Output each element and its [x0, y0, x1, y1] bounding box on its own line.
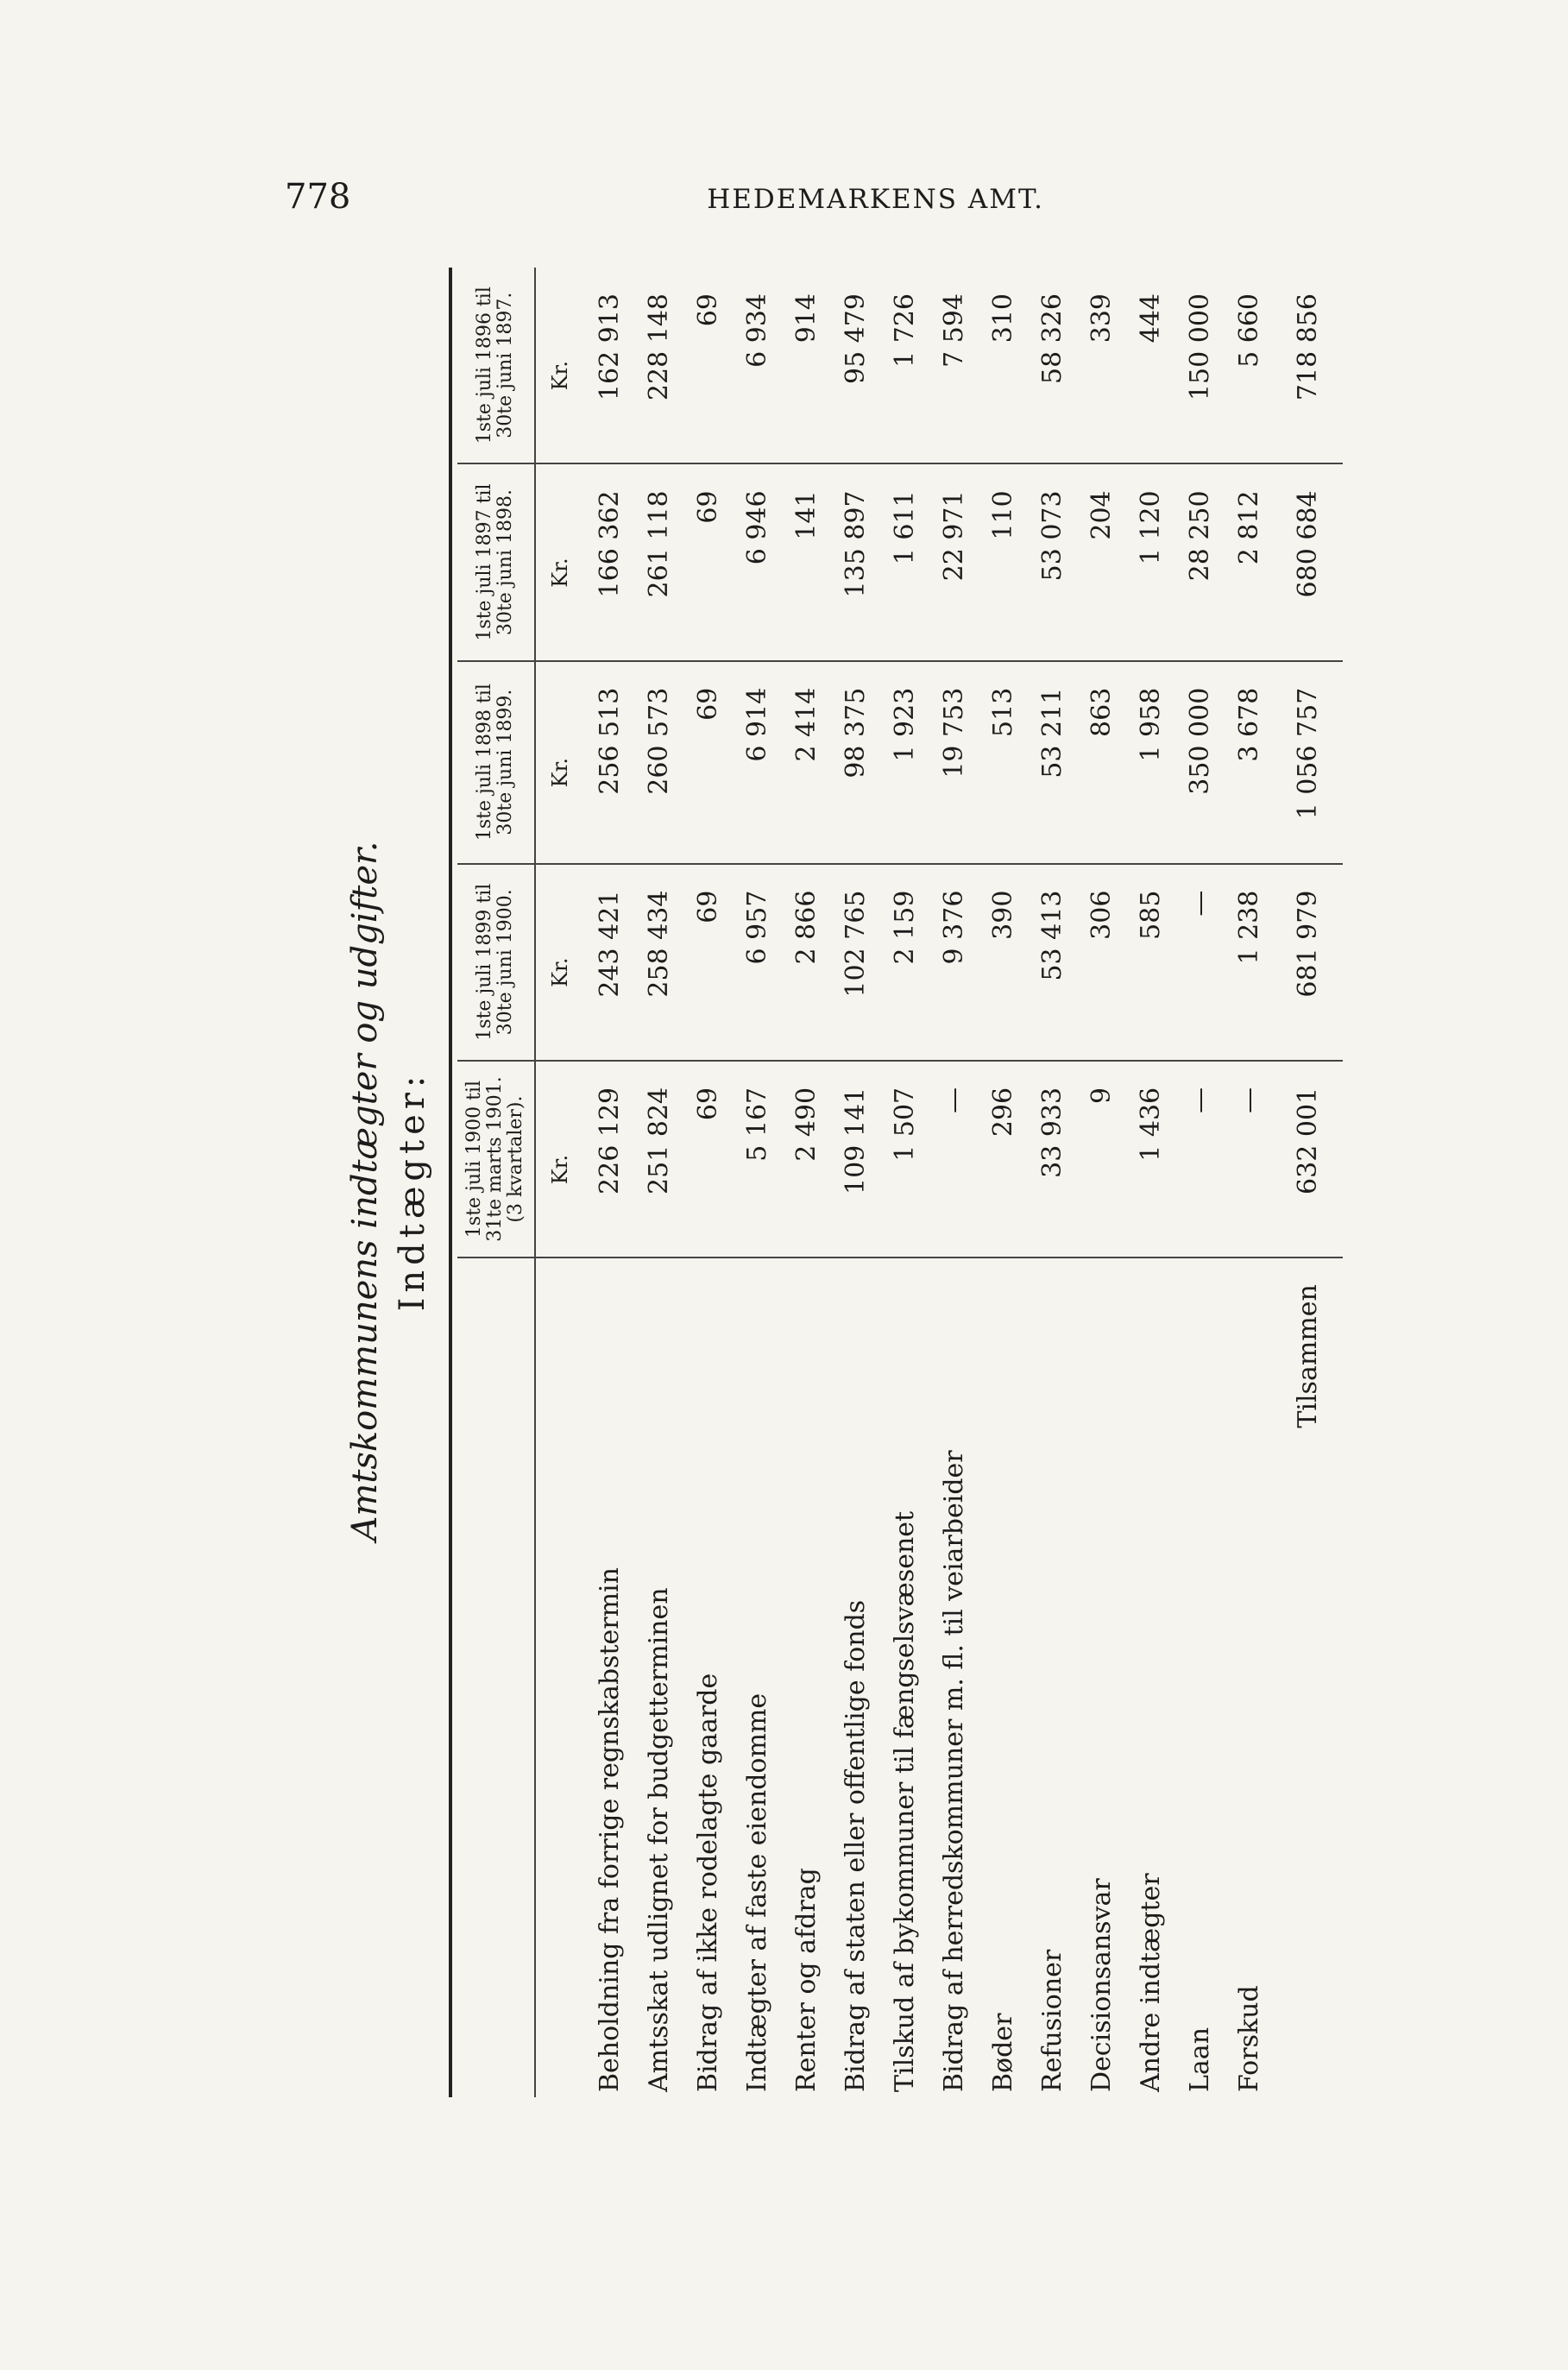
value-cell: 310	[979, 268, 1028, 463]
row-label: Bidrag af ikke rodelagte gaarde	[692, 1673, 723, 2092]
page-header	[285, 177, 1044, 229]
row-label: Decisionsansvar	[1086, 1878, 1117, 2092]
row-label: Tilskud af bykommuner til fængselsvæsenet	[889, 1510, 920, 2092]
value-cell: 53 211	[1028, 661, 1077, 864]
column-header: 1ste juli 1896 til 30te juni 1897.	[457, 268, 535, 463]
rotated-table-page	[164, 263, 1372, 2119]
value-cell: 2 414	[782, 661, 831, 864]
table-body	[535, 268, 1343, 2097]
value-cell: 7 594	[929, 268, 979, 463]
table-row	[683, 268, 733, 2097]
value-cell: 1 238	[1225, 864, 1274, 1061]
value-cell: 95 479	[831, 268, 880, 463]
value-cell: 150 000	[1175, 268, 1225, 463]
value-cell: 1 726	[880, 268, 929, 463]
value-cell: 1 923	[880, 661, 929, 864]
value-cell: 53 413	[1028, 864, 1077, 1061]
table-row	[1126, 268, 1175, 2097]
unit-label: Kr.	[535, 1061, 585, 1257]
value-cell: 1 611	[880, 463, 929, 660]
value-cell: 251 824	[634, 1061, 683, 1257]
value-cell: 1 958	[1126, 661, 1175, 864]
value-cell: 444	[1126, 268, 1175, 463]
row-label: Tilsammen	[1293, 1284, 1324, 1428]
page-number: 778	[285, 177, 351, 217]
value-cell: 681 979	[1274, 864, 1343, 1061]
value-cell: 22 971	[929, 463, 979, 660]
value-cell: 69	[683, 864, 733, 1061]
running-head: HEDEMARKENS AMT.	[707, 184, 1044, 215]
table-row	[782, 268, 831, 2097]
value-cell: 33 933	[1028, 1061, 1077, 1257]
value-cell: 6 957	[733, 864, 782, 1061]
value-cell: 6 946	[733, 463, 782, 660]
column-header: 1ste juli 1899 til 30te juni 1900.	[457, 864, 535, 1061]
value-cell: 390	[979, 864, 1028, 1061]
value-cell: 680 684	[1274, 463, 1343, 660]
value-cell: 98 375	[831, 661, 880, 864]
value-cell: 863	[1077, 661, 1126, 864]
value-cell: 9 376	[929, 864, 979, 1061]
value-cell: 226 129	[585, 1061, 634, 1257]
value-cell: —	[1175, 1061, 1225, 1257]
unit-label: Kr.	[535, 864, 585, 1061]
value-cell: 69	[683, 268, 733, 463]
value-cell: 2 490	[782, 1061, 831, 1257]
income-table	[457, 268, 1343, 2097]
value-cell: 258 434	[634, 864, 683, 1061]
value-cell: 260 573	[634, 661, 683, 864]
value-cell: 19 753	[929, 661, 979, 864]
value-cell: 162 913	[585, 268, 634, 463]
value-cell: 110	[979, 463, 1028, 660]
row-label: Renter og afdrag	[790, 1868, 822, 2092]
value-cell: 2 866	[782, 864, 831, 1061]
table-row	[1077, 268, 1126, 2097]
table-row	[1175, 268, 1225, 2097]
value-cell: 69	[683, 463, 733, 660]
value-cell: —	[1175, 864, 1225, 1061]
value-cell: 718 856	[1274, 268, 1343, 463]
table-row	[634, 268, 683, 2097]
value-cell: 141	[782, 463, 831, 660]
value-cell: 102 765	[831, 864, 880, 1061]
table-row	[1028, 268, 1077, 2097]
value-cell: 5 167	[733, 1061, 782, 1257]
value-cell: 109 141	[831, 1061, 880, 1257]
value-cell: 6 934	[733, 268, 782, 463]
table-row	[1225, 268, 1274, 2097]
page-title: Amtskommunens indtægter og udgifter.	[345, 841, 385, 1541]
table-row	[880, 268, 929, 2097]
value-cell: 256 513	[585, 661, 634, 864]
value-cell: 204	[1077, 463, 1126, 660]
row-label: Forskud	[1233, 1985, 1264, 2092]
value-cell: —	[1225, 1061, 1274, 1257]
column-header: 1ste juli 1897 til 30te juni 1898.	[457, 463, 535, 660]
value-cell: 585	[1126, 864, 1175, 1061]
row-label: Amtsskat udlignet for budgetterminen	[643, 1587, 674, 2092]
label-column-header	[457, 1257, 535, 2097]
value-cell: 3 678	[1225, 661, 1274, 864]
value-cell: 243 421	[585, 864, 634, 1061]
value-cell: 914	[782, 268, 831, 463]
table-row	[979, 268, 1028, 2097]
table-row	[585, 268, 634, 2097]
value-cell: 1 120	[1126, 463, 1175, 660]
table-row	[831, 268, 880, 2097]
value-cell: 166 362	[585, 463, 634, 660]
value-cell: 135 897	[831, 463, 880, 660]
total-row	[1274, 268, 1343, 2097]
row-label: Beholdning fra forrige regnskabstermin	[594, 1567, 625, 2092]
value-cell: 339	[1077, 268, 1126, 463]
table-row	[929, 268, 979, 2097]
value-cell: 261 118	[634, 463, 683, 660]
row-label: Bøder	[987, 2013, 1018, 2092]
unit-row	[535, 268, 585, 2097]
value-cell: 53 073	[1028, 463, 1077, 660]
value-cell: 306	[1077, 864, 1126, 1061]
column-header: 1ste juli 1898 til 30te juni 1899.	[457, 661, 535, 864]
value-cell: 58 326	[1028, 268, 1077, 463]
value-cell: 296	[979, 1061, 1028, 1257]
unit-label: Kr.	[535, 463, 585, 660]
unit-label: Kr.	[535, 268, 585, 463]
value-cell: 1 436	[1126, 1061, 1175, 1257]
value-cell: 69	[683, 661, 733, 864]
value-cell: —	[929, 1061, 979, 1257]
value-cell: 2 159	[880, 864, 929, 1061]
value-cell: 28 250	[1175, 463, 1225, 660]
value-cell: 632 001	[1274, 1061, 1343, 1257]
table-top-rule	[449, 268, 452, 2097]
value-cell: 1 056 757	[1274, 661, 1343, 864]
column-header: 1ste juli 1900 til 31te marts 1901. (3 kvartaler).	[457, 1061, 535, 1257]
value-cell: 9	[1077, 1061, 1126, 1257]
row-label: Indtægter af faste eiendomme	[741, 1692, 772, 2092]
value-cell: 69	[683, 1061, 733, 1257]
row-label: Laan	[1184, 2026, 1215, 2092]
unit-label: Kr.	[535, 661, 585, 864]
value-cell: 5 660	[1225, 268, 1274, 463]
section-subtitle: Indtægter:	[393, 1070, 432, 1312]
table-row	[733, 268, 782, 2097]
value-cell: 6 914	[733, 661, 782, 864]
row-label: Andre indtægter	[1135, 1873, 1166, 2092]
value-cell: 1 507	[880, 1061, 929, 1257]
value-cell: 228 148	[634, 268, 683, 463]
value-cell: 350 000	[1175, 661, 1225, 864]
value-cell: 513	[979, 661, 1028, 864]
row-label: Bidrag af staten eller offentlige fonds	[840, 1599, 871, 2092]
row-label: Bidrag af herredskommuner m. fl. til veiarbeider	[938, 1450, 969, 2092]
value-cell: 2 812	[1225, 463, 1274, 660]
table-header-row	[457, 268, 535, 2097]
row-label: Refusioner	[1036, 1949, 1067, 2092]
